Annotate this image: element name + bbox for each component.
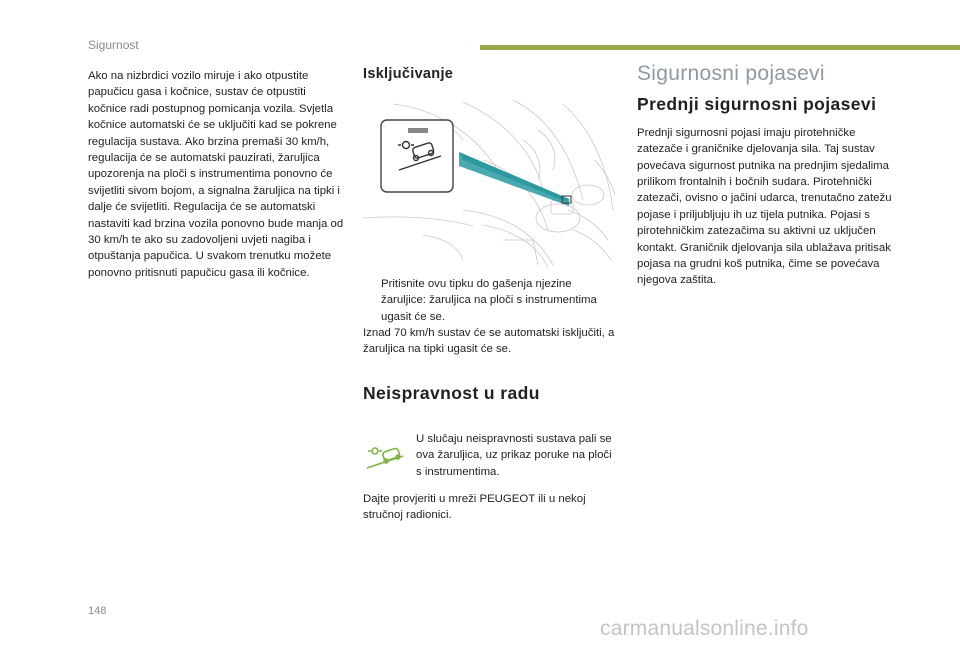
left-column bbox=[88, 68, 346, 281]
fault-description: U slučaju neispravnosti sustava pali se ova žaruljica, uz prikaz poruke na ploči s instrumentima. bbox=[416, 433, 612, 478]
hill-descent-warning-icon bbox=[365, 444, 405, 472]
chapter-title: Sigurnosni pojasevi bbox=[637, 62, 825, 85]
watermark: carmanualsonline.info bbox=[600, 617, 809, 640]
service-advice: Dajte provjeriti u mreži PEUGEOT ili u nekoj stručnoj radionici. bbox=[363, 493, 586, 522]
seatbelt-description: Prednji sigurnosni pojasi imaju pirotehničke zatezače i graničnike djelovanja sila. Taj sustav povećava sigurnost putnika na prednjim sjedalima prilikom frontalnih i bočnih sudara. Pirotehnički zatezači, ovisno o jačini udarca, trenutačno zatežu pojase i priljubljuju ih uz tijela putnika. Pojasi s pirotehničkim zatezačima su aktivni uz uključen kontakt. Graničnik djelovanja sila ublažava pritisak pojasa na grudni koš putnika, čime se povećava njegova zaštita. bbox=[637, 126, 892, 287]
page-number: 148 bbox=[88, 605, 107, 617]
bullet-text: Pritisnite ovu tipku do gašenja njezine žaruljice: žaruljica na ploči s instrumentima ugasit će se. bbox=[381, 278, 597, 323]
auto-off-text: Iznad 70 km/h sustav će se automatski isključiti, a žaruljica na tipki ugasit će se. bbox=[363, 327, 615, 356]
front-seatbelts-heading: Prednji sigurnosni pojasevi bbox=[637, 94, 877, 115]
header-accent-bar bbox=[480, 45, 960, 50]
hill-descent-description: Ako na nizbrdici vozilo miruje i ako otpustite papučicu gasa i kočnice, sustav će otpustiti kočnice radi postupnog pomicanja vozila. Svjetla kočnice automatski će se uključiti kad se pokrene regulacija sustava. Ako brzina premaši 30 km/h, regulacija će se automatski pauzirati, žaruljica upozorenja na ploči s instrumentima ponovno će svijetliti sivom bojom, a signalna žaruljica na tipki i dalje će svijetliti. Regulacija će se automatski nastaviti kad brzina vozila ponovno bude manja od 30 km/h te ako su zadovoljeni uvjeti nagiba i otpuštanja papučica. U svakom trenutku možete ponovno pritisnuti papučicu gasa ili kočnice. bbox=[88, 70, 344, 279]
console-illustration bbox=[363, 100, 616, 268]
console-drawing bbox=[363, 100, 616, 268]
bullet-instruction bbox=[363, 276, 618, 325]
hill-descent-button-inset bbox=[381, 120, 453, 192]
right-column bbox=[637, 62, 899, 289]
middle-column-heading bbox=[363, 66, 618, 82]
switch-off-heading: Isključivanje bbox=[363, 66, 454, 82]
section-title: Sigurnost bbox=[88, 38, 139, 52]
fault-heading: Neispravnost u radu bbox=[363, 383, 540, 403]
